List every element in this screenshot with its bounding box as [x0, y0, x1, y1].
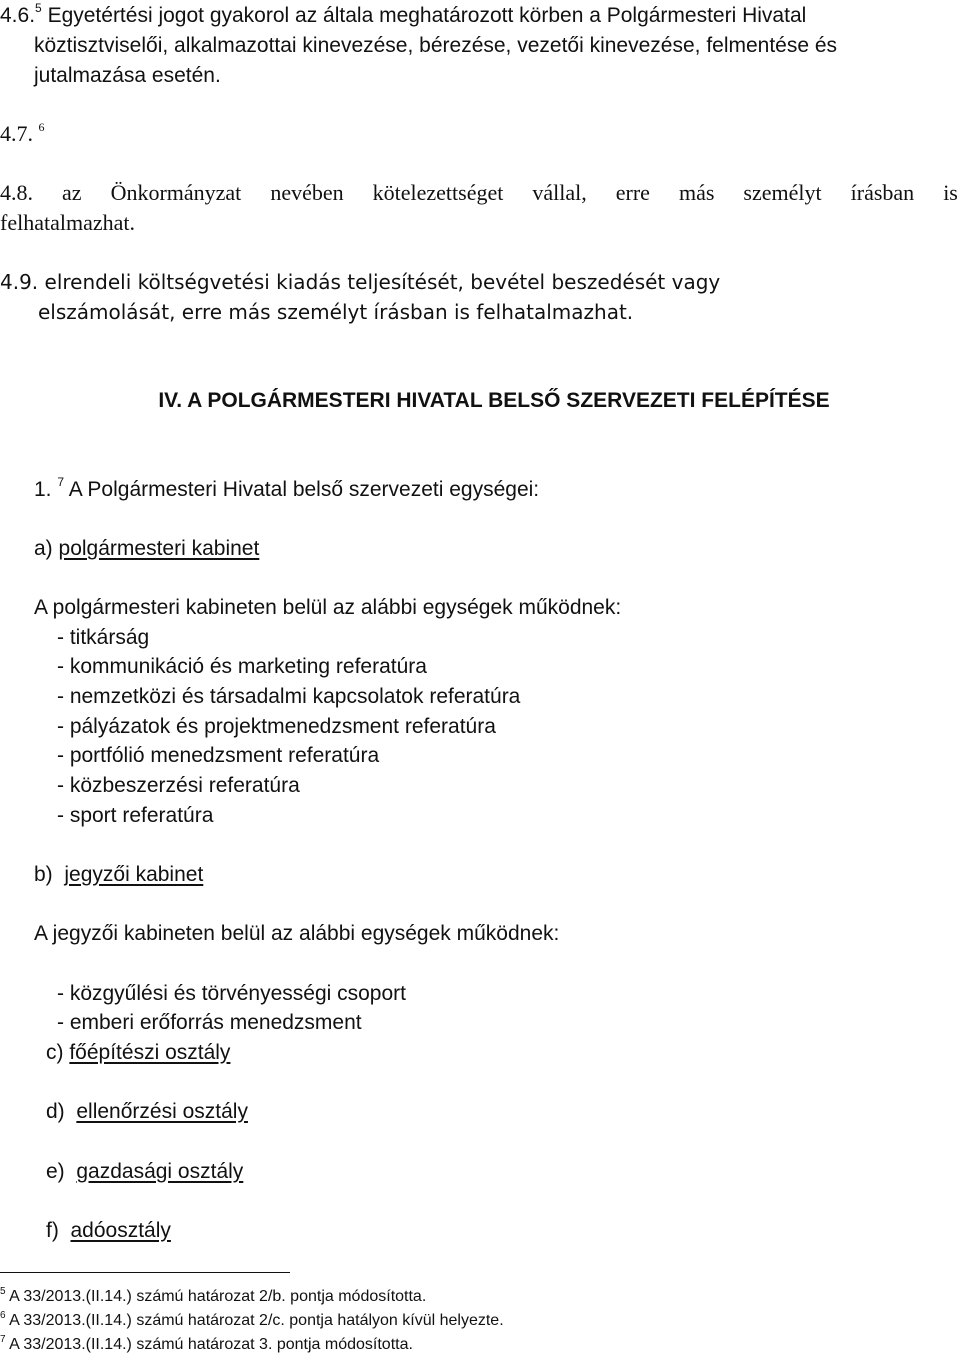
- footnote: [0, 1335, 413, 1355]
- word: kötelezettséget: [372, 180, 504, 205]
- section-number: 4.7.: [0, 121, 33, 146]
- unit-title: jegyzői kabinet: [64, 863, 204, 886]
- unit-f: [46, 1218, 171, 1244]
- word: vállal,: [532, 180, 587, 205]
- unit-b: [34, 862, 203, 888]
- section-4-9-line-1: [0, 269, 720, 295]
- section-4-6-line-2: köztisztviselői, alkalmazottai kinevezése, bérezése, vezetői kinevezése, felmentése és: [34, 34, 838, 57]
- unit-a-intro: A polgármesteri kabineten belül az alábbi egységek működnek:: [34, 596, 622, 619]
- unit-prefix: c): [46, 1041, 64, 1064]
- list-item: - emberi erőforrás menedzsment: [57, 1011, 362, 1034]
- footnote-ref: 7: [57, 475, 65, 489]
- unit-d: [46, 1099, 248, 1125]
- paragraph-1: [34, 477, 539, 503]
- list-item: - közgyűlési és törvényességi csoport: [57, 982, 406, 1005]
- list-item: - portfólió menedzsment referatúra: [57, 744, 380, 767]
- section-number: 4.8.: [0, 180, 33, 205]
- unit-prefix: b): [34, 863, 53, 886]
- unit-prefix: d): [46, 1100, 65, 1123]
- unit-title: ellenőrzési osztály: [76, 1100, 248, 1123]
- word: erre: [615, 180, 650, 205]
- footnote-number: 7: [0, 1333, 6, 1345]
- list-item: - kommunikáció és marketing referatúra: [57, 655, 427, 678]
- footnote-ref: 5: [35, 1, 42, 15]
- footnote-text: A 33/2013.(II.14.) számú határozat 2/c. pontja hatályon kívül helyezte.: [9, 1312, 504, 1329]
- section-text: Egyetértési jogot gyakorol az általa meghatározott körben a Polgármesteri Hivatal: [47, 4, 807, 27]
- section-4-9-line-2: elszámolását, erre más személyt írásban is felhatalmazhat.: [38, 300, 634, 324]
- unit-c: [46, 1040, 230, 1066]
- word: személyt: [743, 180, 822, 205]
- unit-a: [34, 536, 259, 562]
- list-item: - közbeszerzési referatúra: [57, 774, 300, 797]
- word: az: [62, 180, 82, 205]
- unit-b-intro: A jegyzői kabineten belül az alábbi egységek működnek:: [34, 922, 560, 945]
- footnote: [0, 1287, 426, 1307]
- footnote-text: A 33/2013.(II.14.) számú határozat 2/b. pontja módosította.: [9, 1288, 427, 1305]
- footnote-number: 5: [0, 1285, 6, 1297]
- unit-title: főépítészi osztály: [69, 1041, 231, 1064]
- section-text: elrendeli költségvetési kiadás teljesítését, bevétel beszedését vagy: [44, 270, 721, 294]
- word: írásban: [850, 180, 915, 205]
- unit-title: adóosztály: [70, 1219, 171, 1242]
- footnote-text: A 33/2013.(II.14.) számú határozat 3. pontja módosította.: [9, 1336, 413, 1353]
- list-item: - sport referatúra: [57, 804, 214, 827]
- unit-title: gazdasági osztály: [76, 1160, 244, 1183]
- section-4-8-line-2: felhatalmazhat.: [0, 210, 135, 235]
- footnote-ref: 6: [38, 119, 45, 134]
- list-item: - titkárság: [57, 626, 150, 649]
- unit-prefix: f): [46, 1219, 59, 1242]
- word: más: [678, 180, 715, 205]
- word: is: [943, 180, 958, 205]
- section-4-6-line-1: [0, 3, 806, 29]
- footnote-number: 6: [0, 1309, 6, 1321]
- list-item: - pályázatok és projektmenedzsment referatúra: [57, 715, 496, 738]
- section-4-6-line-3: jutalmazása esetén.: [34, 64, 221, 87]
- list-item: - nemzetközi és társadalmi kapcsolatok referatúra: [57, 685, 521, 708]
- word: nevében: [270, 180, 344, 205]
- paragraph-text: A Polgármesteri Hivatal belső szervezeti egységei:: [68, 478, 540, 501]
- section-number: 4.9.: [0, 270, 39, 294]
- footnote: [0, 1311, 504, 1331]
- footnote-separator: [0, 1272, 290, 1273]
- section-number: 4.6.: [0, 4, 36, 27]
- unit-prefix: a): [34, 537, 53, 560]
- unit-prefix: e): [46, 1160, 65, 1183]
- paragraph-number: 1.: [34, 478, 52, 501]
- section-4-8-line-1: [0, 180, 958, 206]
- unit-title: polgármesteri kabinet: [58, 537, 260, 560]
- chapter-heading: IV. A POLGÁRMESTERI HIVATAL BELSŐ SZERVEZETI FELÉPÍTÉSE: [158, 389, 830, 412]
- unit-e: [46, 1159, 243, 1185]
- section-4-7: [0, 121, 45, 147]
- word: Önkormányzat: [110, 180, 242, 205]
